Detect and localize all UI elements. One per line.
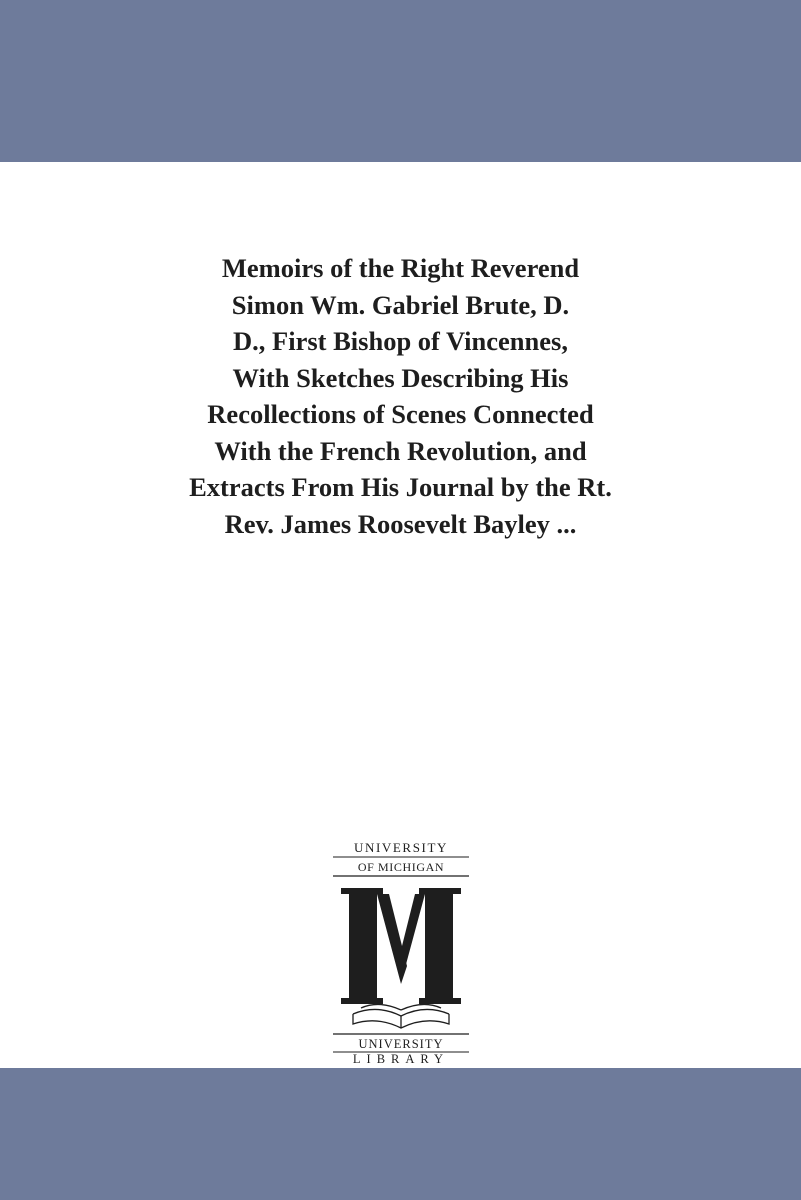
- title-line: Recollections of Scenes Connected: [207, 399, 594, 429]
- title-line: Extracts From His Journal by the Rt.: [189, 472, 612, 502]
- logo-michigan-text: OF MICHIGAN: [357, 860, 445, 874]
- book-title: [80, 250, 721, 542]
- title-line: Simon Wm. Gabriel Brute, D.: [231, 289, 570, 320]
- title-line: D., First Bishop of Vincennes,: [233, 326, 568, 356]
- logo-university-text: UNIVERSITY: [354, 840, 448, 855]
- bottom-band: [0, 1068, 801, 1200]
- logo-university-bottom-text: UNIVERSITY: [358, 1037, 444, 1051]
- logo-library-text: LIBRARY: [352, 1052, 450, 1066]
- title-line: With Sketches Describing His: [232, 362, 569, 393]
- top-band: [0, 0, 801, 162]
- title-line: Rev. James Roosevelt Bayley ...: [224, 508, 577, 539]
- title-line: With the French Revolution, and: [214, 435, 587, 466]
- title-line: Memoirs of the Right Reverend: [221, 253, 580, 283]
- university-library-logo: [331, 838, 471, 1068]
